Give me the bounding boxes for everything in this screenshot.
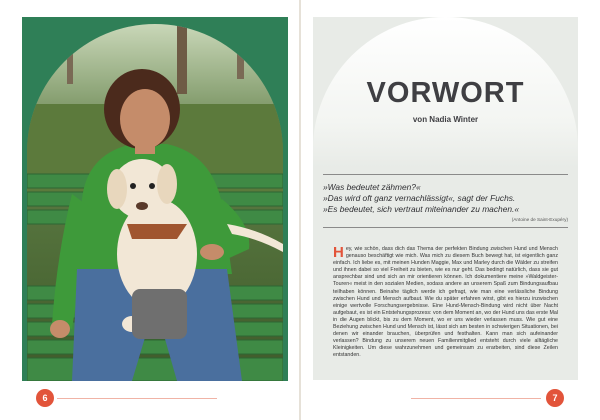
page-footer-line-left	[57, 398, 217, 399]
right-page	[301, 0, 600, 420]
epigraph-quote	[323, 182, 568, 215]
page-number-right: 7	[546, 389, 564, 407]
photo-frame	[22, 17, 288, 381]
quote-line: »Das wird oft ganz vernachlässigt«, sagt der Fuchs.	[323, 193, 516, 203]
drop-cap: H	[333, 244, 344, 261]
body-paragraph	[333, 246, 558, 360]
chapter-title: VORWORT	[366, 77, 525, 109]
quote-top-rule	[323, 174, 568, 175]
chapter-author: von Nadia Winter	[412, 115, 479, 124]
chapter-panel	[313, 17, 578, 380]
quote-attribution: (Antoine de Saint-Exupéry)	[511, 217, 568, 222]
quote-bottom-rule	[323, 227, 568, 228]
woman-with-puppy-photo	[27, 24, 283, 381]
left-page	[0, 0, 299, 420]
arched-photo	[27, 24, 283, 381]
quote-line: »Was bedeutet zähmen?«	[323, 182, 421, 192]
body-text: ey, wie schön, dass dich das Thema der perfekten Bindung zwischen Hund und Mensch genauso beschäftigt wie mich. Was mich zu diesem Buch bewegt hat, ist eigentlich ganz einfach. Ich liebe es, mit meinen Hunden Maggie, Max und Marley durch die Wälder zu streifen und ihnen dabei so viel Freiheit zu bieten, wie es nur geht. Das bedingt natürlich, dass sie gut ansprechbar sind und sich an mir orientieren können. Ich dokumentiere meine »Waldgeister-Touren« meist in den sozialen Medien, sodass andere an unserem Spaß zum Bindungsaufbau teilhaben können. Beinahe täglich werde ich gefragt, wie man eine verlässliche Bindung zwischen Hund und Mensch aufbaut. Wie du später erfahren wirst, gibt es hierzu inzwischen einige wertvolle Forschungsergebnisse. Eine Hund-Mensch-Bindung wird nicht über Nacht aufgebaut, es ist ein Entstehungsprozess: von dem Moment an, wo der Hund uns das erste Mal in die Augen blickt, bis zu dem Moment, wo er uns wieder verlassen muss. Wie gut eine Beziehung zwischen Hund und Mensch ist, lässt sich am besten in schwierigen Situationen, bei denen wir einander brauchen, überprüfen und festhalten. Kann man sich aufeinander verlassen? Bindung zu unserem neuen Familienmitglied entsteht durch viele alltägliche Kleinigkeiten. Um diese wahrzunehmen und gemeinsam zu erarbeiten, sind diese Zeilen entstanden.	[333, 246, 558, 359]
quote-line: »Es bedeutet, sich vertraut miteinander zu machen.«	[323, 204, 519, 214]
page-number-left: 6	[36, 389, 54, 407]
page-footer-line-right	[411, 398, 541, 399]
